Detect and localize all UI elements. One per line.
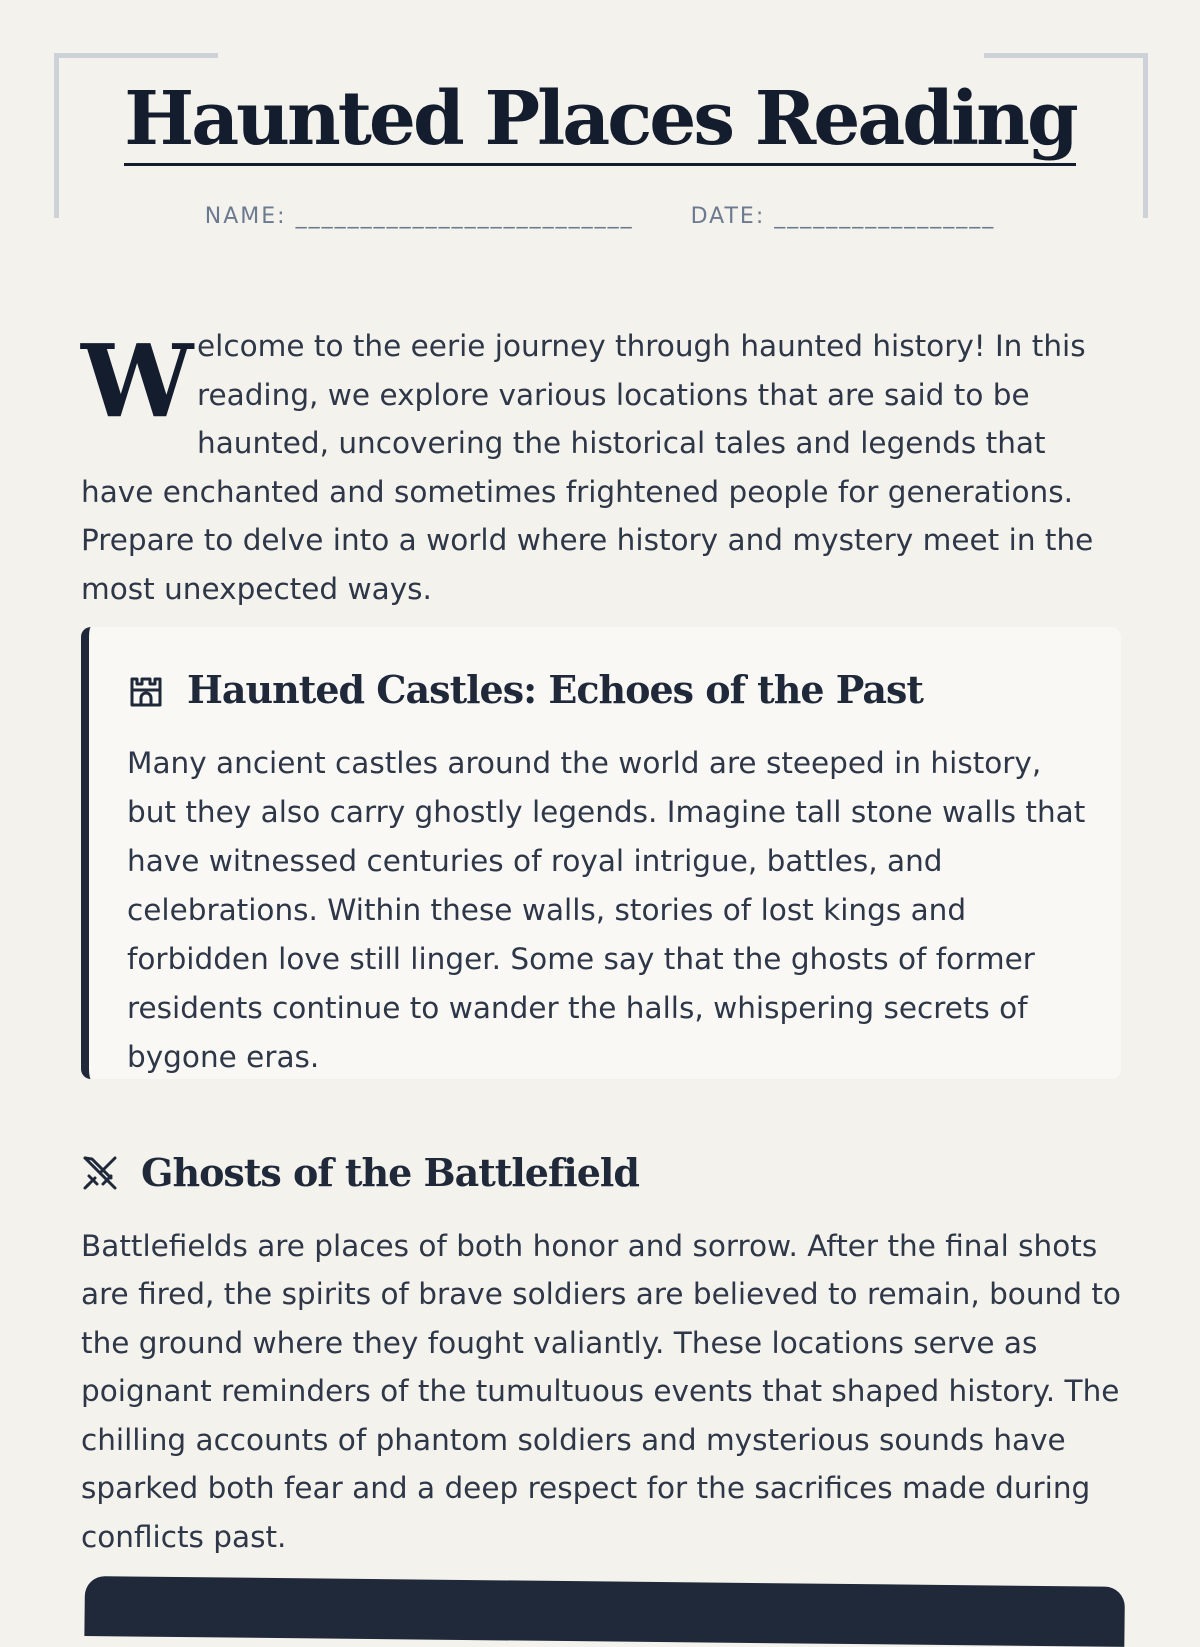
next-section-banner [84, 1576, 1125, 1647]
castles-section-card [81, 627, 1121, 1079]
intro-paragraph [81, 322, 1121, 613]
name-date-line [0, 204, 1200, 229]
castles-title: Haunted Castles: Echoes of the Past [187, 667, 923, 712]
date-field[interactable]: DATE: _________________ [690, 204, 996, 229]
name-field[interactable]: NAME: __________________________ [204, 204, 634, 229]
battlefield-title: Ghosts of the Battlefield [141, 1150, 639, 1195]
battlefield-text: Battlefields are places of both honor and sorrow. After the final shots are fired, the spirits of brave soldiers are believed to remain, bound to the ground where they fought valiantly. These locations serve as poignant reminders of the tumultuous events that shaped history. The chilling accounts of phantom soldiers and mysterious sounds have sparked both fear and a deep respect for the sacrifices made during conflicts past. [81, 1228, 1121, 1554]
battlefield-heading [81, 1150, 1131, 1196]
battlefield-section [81, 1150, 1131, 1561]
title-area [0, 78, 1200, 166]
castle-icon [127, 671, 165, 709]
intro-text: elcome to the eerie journey through haunted history! In this reading, we explore various locations that are said to be haunted, uncovering the historical tales and legends that have enchanted and sometimes frightened people for generations. Prepare to delve into a world where history and mystery meet in the most unexpected ways. [81, 329, 1094, 606]
page-title: Haunted Places Reading [124, 78, 1075, 166]
crossed-swords-icon [81, 1154, 119, 1192]
castles-heading [127, 667, 1081, 713]
castles-text: Many ancient castles around the world are steeped in history, but they also carry ghostly legends. Imagine tall stone walls that have witnessed centuries of royal intrigue, battles, and celebrations. Within these walls, stories of lost kings and forbidden love still linger. Some say that the ghosts of former residents continue to wander the halls, whispering secrets of bygone eras. [127, 745, 1086, 1074]
drop-cap: W [81, 322, 194, 440]
